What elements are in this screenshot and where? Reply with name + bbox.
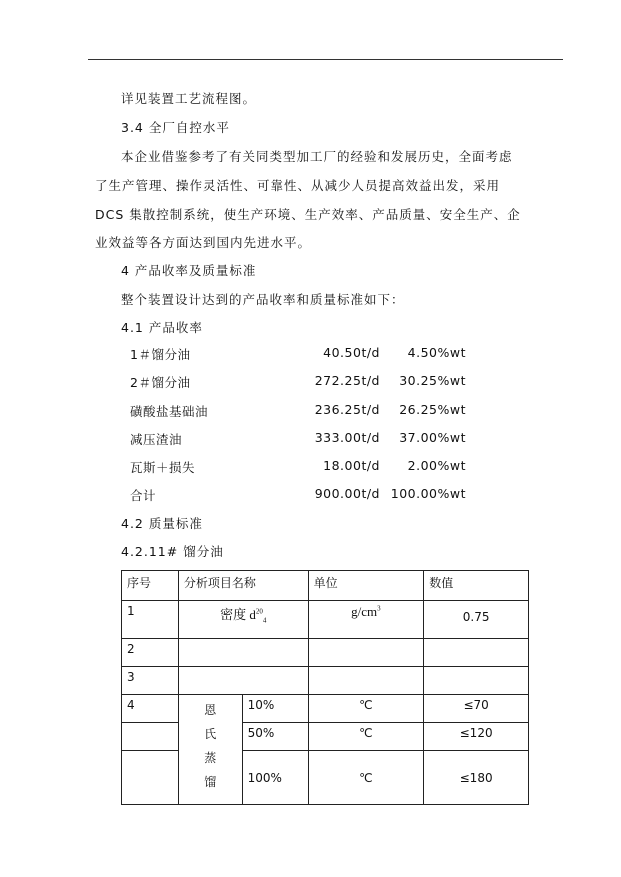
cell-pct: 50% (242, 723, 308, 751)
product-name: 2＃馏分油 (130, 375, 191, 390)
table-row (122, 695, 529, 723)
header-rule (88, 59, 563, 60)
product-pct: 37.00%wt (399, 430, 466, 445)
table-row (122, 667, 529, 695)
product-qty: 40.50t/d (323, 345, 380, 360)
cell-unit: ℃ (308, 695, 424, 723)
product-name: 减压渣油 (130, 432, 183, 447)
cell-unit: ℃ (308, 751, 424, 805)
cell-unit: ℃ (308, 723, 424, 751)
product-row (130, 458, 490, 474)
section-heading: 4.2.11# 馏分油 (121, 544, 224, 559)
cell-value: ≤180 (424, 751, 529, 805)
cell-no: 1 (122, 601, 179, 639)
section-heading: 4.1 产品收率 (121, 320, 203, 335)
table-row (122, 601, 529, 639)
product-name: 磺酸盐基础油 (130, 404, 209, 419)
cell-value: ≤70 (424, 695, 529, 723)
header-cell: 分析项目名称 (178, 571, 308, 601)
product-pct: 100.00%wt (390, 486, 466, 501)
paragraph-line: 整个装置设计达到的产品收率和质量标准如下： (121, 292, 405, 307)
table-row (122, 639, 529, 667)
cell-pct: 10% (242, 695, 308, 723)
section-heading: 4.2 质量标准 (121, 516, 203, 531)
product-name: 1＃馏分油 (130, 347, 191, 362)
product-qty: 900.00t/d (314, 486, 380, 501)
product-pct: 30.25%wt (399, 373, 466, 388)
product-qty: 272.25t/d (314, 373, 380, 388)
header-cell: 单位 (308, 571, 424, 601)
product-pct: 2.00%wt (407, 458, 466, 473)
header-cell: 数值 (424, 571, 529, 601)
cell-no: 4 (122, 695, 179, 723)
paragraph-line: 本企业借鉴参考了有关同类型加工厂的经验和发展历史，全面考虑 (121, 149, 513, 164)
cell-value: ≤120 (424, 723, 529, 751)
product-name: 瓦斯＋损失 (130, 460, 196, 475)
paragraph-line: 了生产管理、操作灵活性、可靠性、从减少人员提高效益出发，采用 (95, 178, 501, 193)
cell-unit: $g/cm^3$ (308, 601, 424, 639)
product-pct: 26.25%wt (399, 402, 466, 417)
product-qty: 18.00t/d (323, 458, 380, 473)
table-header-row (122, 571, 529, 601)
product-row (130, 345, 490, 361)
paragraph-line: DCS 集散控制系统，使生产环境、生产效率、产品质量、安全生产、企 (95, 207, 521, 222)
product-name: 合计 (130, 488, 157, 503)
cell-item: 密度 $d^{20}_4$ (178, 601, 308, 639)
product-row (130, 373, 490, 389)
cell-value: 0.75 (424, 601, 529, 639)
product-qty: 236.25t/d (314, 402, 380, 417)
product-pct: 4.50%wt (407, 345, 466, 360)
distillation-group: 恩 氏 蒸 馏 (178, 695, 242, 805)
section-heading: 3.4 全厂自控水平 (121, 120, 230, 135)
quality-table (121, 570, 529, 805)
cell-no: 3 (122, 667, 179, 695)
header-cell: 序号 (122, 571, 179, 601)
product-row (130, 402, 490, 418)
product-row-total (130, 486, 490, 502)
cell-pct: 100% (242, 751, 308, 805)
section-heading: 4 产品收率及质量标准 (121, 263, 257, 278)
product-qty: 333.00t/d (314, 430, 380, 445)
product-row (130, 430, 490, 446)
cell-no: 2 (122, 639, 179, 667)
paragraph-line: 业效益等各方面达到国内先进水平。 (95, 235, 312, 250)
paragraph-line: 详见装置工艺流程图。 (121, 91, 257, 106)
